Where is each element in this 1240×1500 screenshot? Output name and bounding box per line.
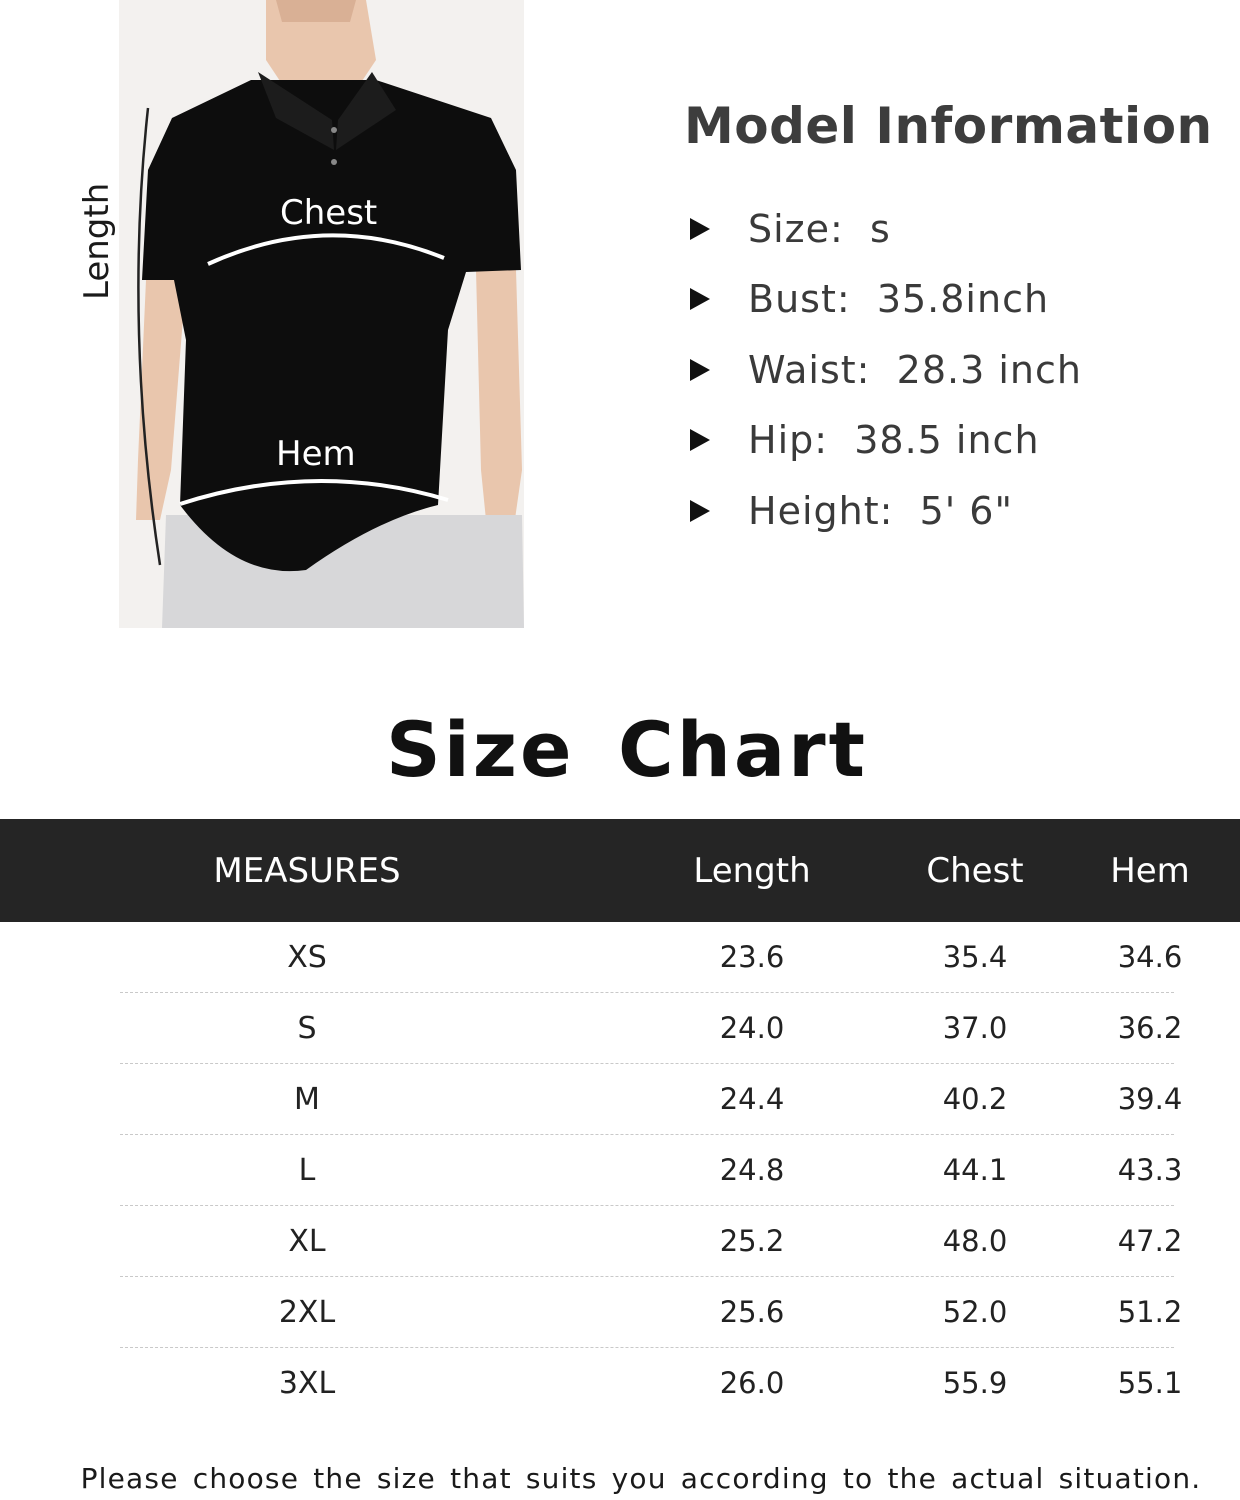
size-cell: 2XL [278, 1294, 336, 1330]
model-information-title: Model Information [684, 97, 1213, 155]
chin-shape [276, 0, 356, 22]
length-label: Length [77, 182, 117, 300]
model-item-key: Waist: [748, 347, 897, 392]
size-table-body [0, 922, 1240, 1418]
chest-cell: 40.2 [942, 1082, 1008, 1116]
model-hip-item [684, 405, 1224, 476]
button-top [331, 127, 337, 133]
model-information [684, 98, 1224, 546]
header-chest: Chest [926, 850, 1024, 891]
model-information-list [684, 194, 1224, 547]
length-cell: 26.0 [719, 1366, 785, 1400]
size-advice-footnote: Please choose the size that suits you according to the actual situation. [80, 1462, 1202, 1495]
chest-cell: 48.0 [942, 1224, 1008, 1258]
model-height-item [684, 476, 1224, 547]
model-size-item [684, 194, 1224, 265]
table-row [0, 1348, 1240, 1418]
triangle-bullet-icon [690, 359, 710, 381]
header-hem: Hem [1110, 850, 1190, 891]
hem-cell: 43.3 [1117, 1153, 1183, 1187]
table-header-row [0, 819, 1240, 922]
chest-cell: 44.1 [942, 1153, 1008, 1187]
size-cell: XL [288, 1223, 326, 1259]
hem-cell: 34.6 [1117, 940, 1183, 974]
header-measures-text: MEASURES [213, 850, 401, 891]
triangle-bullet-icon [690, 218, 710, 240]
size-chart-title: Size Chart [385, 705, 868, 794]
length-cell: 25.2 [719, 1224, 785, 1258]
header-length: Length [693, 850, 811, 891]
hem-cell: 55.1 [1117, 1366, 1183, 1400]
model-item-value: 35.8inch [876, 277, 1050, 322]
model-item-key: Hip: [748, 418, 855, 463]
triangle-bullet-icon [690, 429, 710, 451]
table-row [0, 922, 1240, 992]
length-cell: 24.8 [719, 1153, 785, 1187]
model-item-key: Bust: [748, 277, 877, 322]
button-bottom [331, 159, 337, 165]
model-item-value: s [869, 206, 891, 251]
triangle-bullet-icon [690, 500, 710, 522]
product-figure [76, 0, 536, 630]
size-cell: M [294, 1081, 320, 1117]
size-cell: 3XL [278, 1365, 336, 1401]
chest-cell: 35.4 [942, 940, 1008, 974]
polo-shirt-illustration [76, 0, 536, 630]
model-bust-item [684, 264, 1224, 335]
size-cell: S [297, 1010, 317, 1046]
size-chart-table [0, 819, 1240, 1418]
hem-label: Hem [276, 434, 356, 474]
model-item-value: 5' 6" [919, 488, 1013, 533]
length-cell: 25.6 [719, 1295, 785, 1329]
model-waist-item [684, 335, 1224, 406]
triangle-bullet-icon [690, 288, 710, 310]
size-cell: XS [287, 939, 327, 975]
model-item-value: 28.3 inch [896, 347, 1082, 392]
table-row [0, 1277, 1240, 1347]
size-cell: L [298, 1152, 316, 1188]
table-row [0, 993, 1240, 1063]
table-row [0, 1135, 1240, 1205]
hem-cell: 51.2 [1117, 1295, 1183, 1329]
header-measures [0, 819, 614, 922]
model-item-key: Size: [748, 206, 870, 251]
hem-cell: 47.2 [1117, 1224, 1183, 1258]
length-cell: 24.4 [719, 1082, 785, 1116]
model-item-value: 38.5 inch [854, 418, 1040, 463]
chest-cell: 52.0 [942, 1295, 1008, 1329]
table-row [0, 1064, 1240, 1134]
chest-cell: 55.9 [942, 1366, 1008, 1400]
table-row [0, 1206, 1240, 1276]
hem-cell: 39.4 [1117, 1082, 1183, 1116]
length-cell: 24.0 [719, 1011, 785, 1045]
length-cell: 23.6 [719, 940, 785, 974]
chest-cell: 37.0 [942, 1011, 1008, 1045]
chest-label: Chest [280, 193, 378, 233]
hem-cell: 36.2 [1117, 1011, 1183, 1045]
model-item-key: Height: [748, 488, 920, 533]
